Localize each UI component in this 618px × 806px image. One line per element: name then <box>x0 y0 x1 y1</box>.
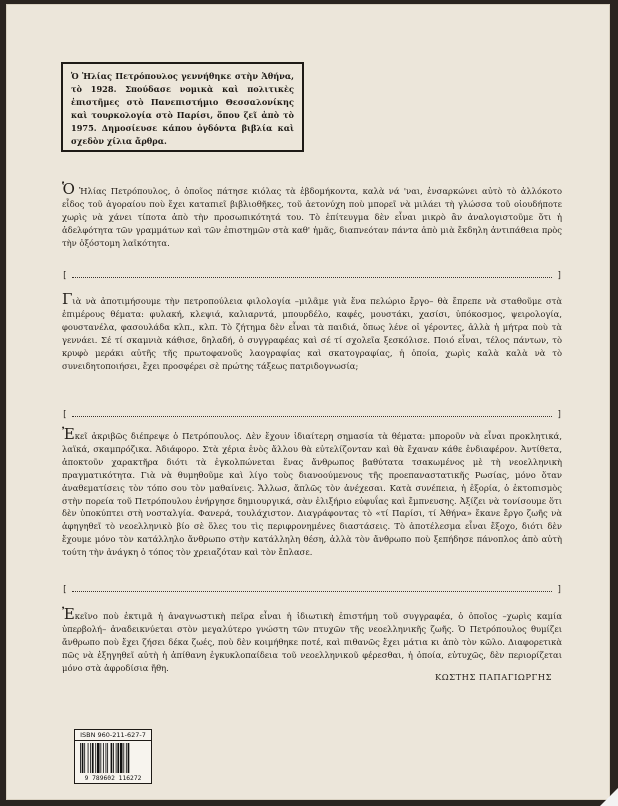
book-back-cover <box>6 4 610 800</box>
barcode-number: 9 789602 116272 <box>84 775 142 782</box>
review-paragraph-3 <box>62 425 562 559</box>
ellipsis-separator-3 <box>62 584 562 596</box>
separator-2-right-bracket: ] <box>556 409 562 419</box>
page-corner-decoration <box>600 788 618 806</box>
review-author-signature: ΚΩΣΤΗΣ ΠΑΠΑΓΙΩΡΓΗΣ <box>434 672 552 682</box>
author-bio-text: Ὁ Ἠλίας Πετρόπουλος γεννήθηκε στὴν Ἀθήνα, τὸ 1928. Σπούδασε νομικὰ καὶ πολιτικὲς ἐπιστῆμες στὸ Πανεπιστήμιο Θεσσαλονίκης καὶ τουρκολογία στὸ Παρίσι, ὅπου ζεῖ ἀπὸ τὸ 1975. Δημοσίευσε κάπου ὀγδόντα βιβλία καὶ σχεδὸν χίλια ἄρθρα. <box>71 71 294 146</box>
paragraph-4-text: κεῖνο ποὺ ἐκτιμᾶ ἡ ἀναγνωστικὴ πεῖρα εἶναι ἡ ἰδιωτικὴ ἐπιστήμη τοῦ συγγραφέα, ὁ ὁποῖος –χωρὶς καμία ὑπερβολή– ἀναδεικνύεται στὸν μεγαλύτερο γνώστη τῶν πτυχῶν τῆς νεοελληνικῆς ζωῆς. Ὁ Πετρόπουλος θυμίζει ἄνθρωπο ποὺ ἔχει ζήσει δέκα ζωές, ποὺ δὲν κοιμήθηκε ποτέ, καὶ πιθανῶς ἔχει μάτια κι ἀπὸ τὸν κῶλο. Διαφορετικὰ πῶς νὰ ἐξηγηθεῖ αὐτὴ ἡ ἀπίθανη ἐγκυκλοπαίδεια τοῦ νεοελληνικοῦ φέρεσθαι, ἡ ὁποία, εὐτυχῶς, δὲν περιορίζεται μόνο στὰ ἀφροδίσια ἤθη. <box>62 611 562 673</box>
paragraph-3-initial: Ἐ <box>62 425 75 443</box>
review-paragraph-2 <box>62 290 562 372</box>
ellipsis-separator-2 <box>62 409 562 421</box>
paragraph-1-initial: Ὁ <box>62 180 75 198</box>
isbn-label: ISBN 960-211-627-7 <box>75 730 151 741</box>
separator-3-right-bracket: ] <box>556 584 562 594</box>
review-paragraph-4 <box>62 605 562 675</box>
separator-3-dots <box>72 591 552 592</box>
separator-1-left-bracket: [ <box>62 270 68 280</box>
separator-2-dots <box>72 416 552 417</box>
paragraph-2-initial: Γ <box>62 290 73 308</box>
separator-1-dots <box>72 277 552 278</box>
separator-3-left-bracket: [ <box>62 584 68 594</box>
separator-1-right-bracket: ] <box>556 270 562 280</box>
paragraph-4-initial: Ἐ <box>62 605 75 623</box>
barcode-icon <box>80 743 146 773</box>
paragraph-3-text: κεῖ ἀκριβῶς διέπρεψε ὁ Πετρόπουλος. Δὲν ἔχουν ἰδιαίτερη σημασία τὰ θέματα: μποροῦν νὰ εἶναι προκλητικά, λαϊκά, σκαμπρόζικα. Ἀδιάφορο. Στὰ χέρια ἑνὸς ἄλλου θὰ εὐτελίζονταν καὶ θὰ ἔχαναν κάθε ἐνδιαφέρον. Ἀντίθετα, ἀποκτοῦν χαρακτῆρα διότι τὰ ἐγκολπώνεται ἕνας ἄνθρωπος βαθύτατα τσακωμένος μὲ τὴ νεοελληνικὴ πραγματικότητα. Γιὰ νὰ θυμηθοῦμε καὶ λίγο τοὺς διανοούμενους τῆς προεπαναστατικῆς Ρωσίας, μόνο ὅταν ἀναθεματίσεις τὸν τόπο σου τὸν μαθαίνεις. Ἄλλωσ, ἄπλῶς τὸν ἀνέχεσαι. Κατὰ συνέπεια, ἡ ἐξορία, ὁ ἐκτοπισμὸς στὴν πορεία τοῦ Πετρόπουλου ἐνήργησε δημιουργικά, σὰν ἐλιξήριο εὐφυΐας καὶ ἔμπνευσης. Ἀξίζει νὰ τονίσουμε ὅτι δὲν ὑποκύπτει στὴ νοσταλγία. Φανερά, τουλάχιστον. Διαγράφοντας τὸ «τί Παρίσι, τί Ἀθήνα» ἔκανε ἔργο ζωῆς νὰ ἀφηγηθεῖ τὸ νεοελληνικὸ βίο σὲ ὅλες του τὶς περιφρονημένες διαστάσεις. Τὸ ἀποτέλεσμα εἶναι ἔξοχο, διότι δὲν ἔχουμε μόνο τὸν κατάλληλο ἄνθρωπο στὴν κατάλληλη θέση, ἀλλὰ τὸν ἄνθρωπο ποὺ ξεπήδησε πάνοπλος ἀπὸ αὐτὴ τούτη τὴν ἀνάγκη ὁ τόπος τὸν χρειαζόταν καὶ τὸν ἔπλασε. <box>62 431 562 558</box>
paragraph-1-text: Ἠλίας Πετρόπουλος, ὁ ὁποῖος πάτησε κιόλας τὰ ἑβδομήκοντα, καλὰ νά 'ναι, ἐνσαρκώνει αὐτὸ τὸ ἀλλόκοτο εἶδος τοῦ ἀγοραίου ποὺ ἔχει καταπιεῖ βιβλιοθῆκες, τοῦ ἀετονύχη ποὺ μπορεῖ νὰ μιλάει τὴ γλώσσα τοῦ οἱουδήποτε χωρὶς νὰ χάνει τίποτα ἀπὸ τὴν προσωπικότητά του. Τὸ ἐπίτευγμα δὲν εἶναι μικρὸ ἂν ἀναλογιστοῦμε ὅτι ἡ ἀδελφότητα τῶν γραμμάτων καὶ τῶν ἐπιστημῶν στὰ καθ' ἡμᾶς, διαπνεόταν πάντα ἀπὸ μιὰ ἔκδηλη ἀντιπάθεια πρὸς τὴν ὀξόστομη λαϊκότητα. <box>62 186 562 248</box>
ellipsis-separator-1 <box>62 270 562 282</box>
paragraph-2-text: ιὰ νὰ ἀποτιμήσουμε τὴν πετροπούλεια φιλολογία –μιλᾶμε γιὰ ἕνα πελώριο ἔργο– θὰ ἔπρεπε νὰ σταθοῦμε στὰ ἐπιμέρους θέματα: φυλακή, κλεψιά, καλιαρντά, μπουρδέλο, καφές, μουστάκι, χασίσι, ὑπόκοσμος, ψειρολογία, φουστανέλα, φασουλάδα κλπ., κλπ. Τὸ ζήτημα δὲν εἶναι τὰ παιδιά, ὅπως λένε οἱ γέροντες, ἀλλὰ ἡ μήτρα ποὺ τὰ γεννάει. Σέ τί σκαμνιὰ κάθισε, δηλαδή, ὁ συγγραφέας καὶ σέ τί σχολεῖα ξεσκόλισε. Ποιό εἶναι, τέλος πάντων, τὸ κρυφὸ μεράκι αὐτῆς τῆς πρωτοφανοῦς λαογραφίας καὶ σκατογραφίας, ἡ ὁποία, χωρὶς καλὰ καλὰ νὰ τὸ συνειδητοποιήσει, ἔχει προσφέρει σὲ πρώτης τάξεως πατριδογνωσία; <box>62 296 562 371</box>
separator-2-left-bracket: [ <box>62 409 68 419</box>
author-bio-box <box>61 62 304 152</box>
review-paragraph-1 <box>62 180 562 250</box>
isbn-barcode-box <box>74 729 152 784</box>
